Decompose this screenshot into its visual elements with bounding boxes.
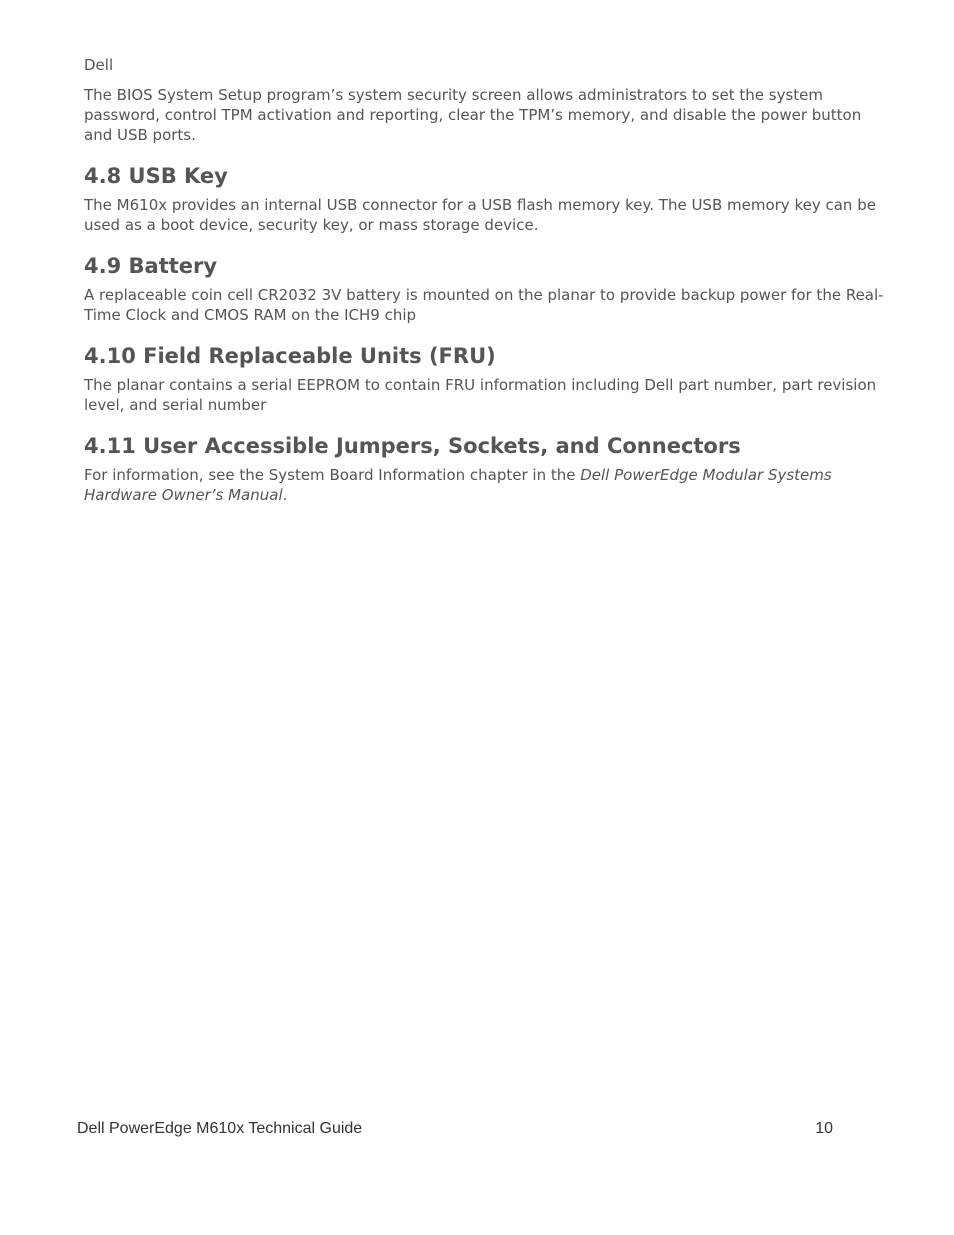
section-text-jumpers [84,465,884,505]
section-text-battery: A replaceable coin cell CR2032 3V battery is mounted on the planar to provide backup power for the Real-Time Clock and CMOS RAM on the ICH9 chip [84,286,884,324]
intro-paragraph: The BIOS System Setup program’s system security screen allows administrators to set the system password, control TPM activation and reporting, clear the TPM’s memory, and disable the power button and USB ports. [84,86,862,144]
jumpers-text-before: For information, see the System Board Information chapter in the [84,466,581,484]
footer-page-number: 10 [815,1120,833,1137]
section-text-usb-key: The M610x provides an internal USB connector for a USB flash memory key. The USB memory key can be used as a boot device, security key, or mass storage device. [84,196,876,234]
section-heading-usb-key: 4.8 USB Key [84,164,228,188]
section-heading-jumpers: 4.11 User Accessible Jumpers, Sockets, and Connectors [84,434,741,458]
section-heading-fru: 4.10 Field Replaceable Units (FRU) [84,344,496,368]
document-body [84,55,884,505]
footer-document-title: Dell PowerEdge M610x Technical Guide [77,1120,363,1137]
section-heading-battery: 4.9 Battery [84,254,218,278]
manual-title-reference: Dell PowerEdge Modular Systems Hardware Owner’s Manual [84,466,832,504]
jumpers-text-after: . [282,486,288,504]
section-text-fru: The planar contains a serial EEPROM to contain FRU information including Dell part number, part revision level, and serial number [84,376,877,414]
running-header: Dell [84,56,114,74]
